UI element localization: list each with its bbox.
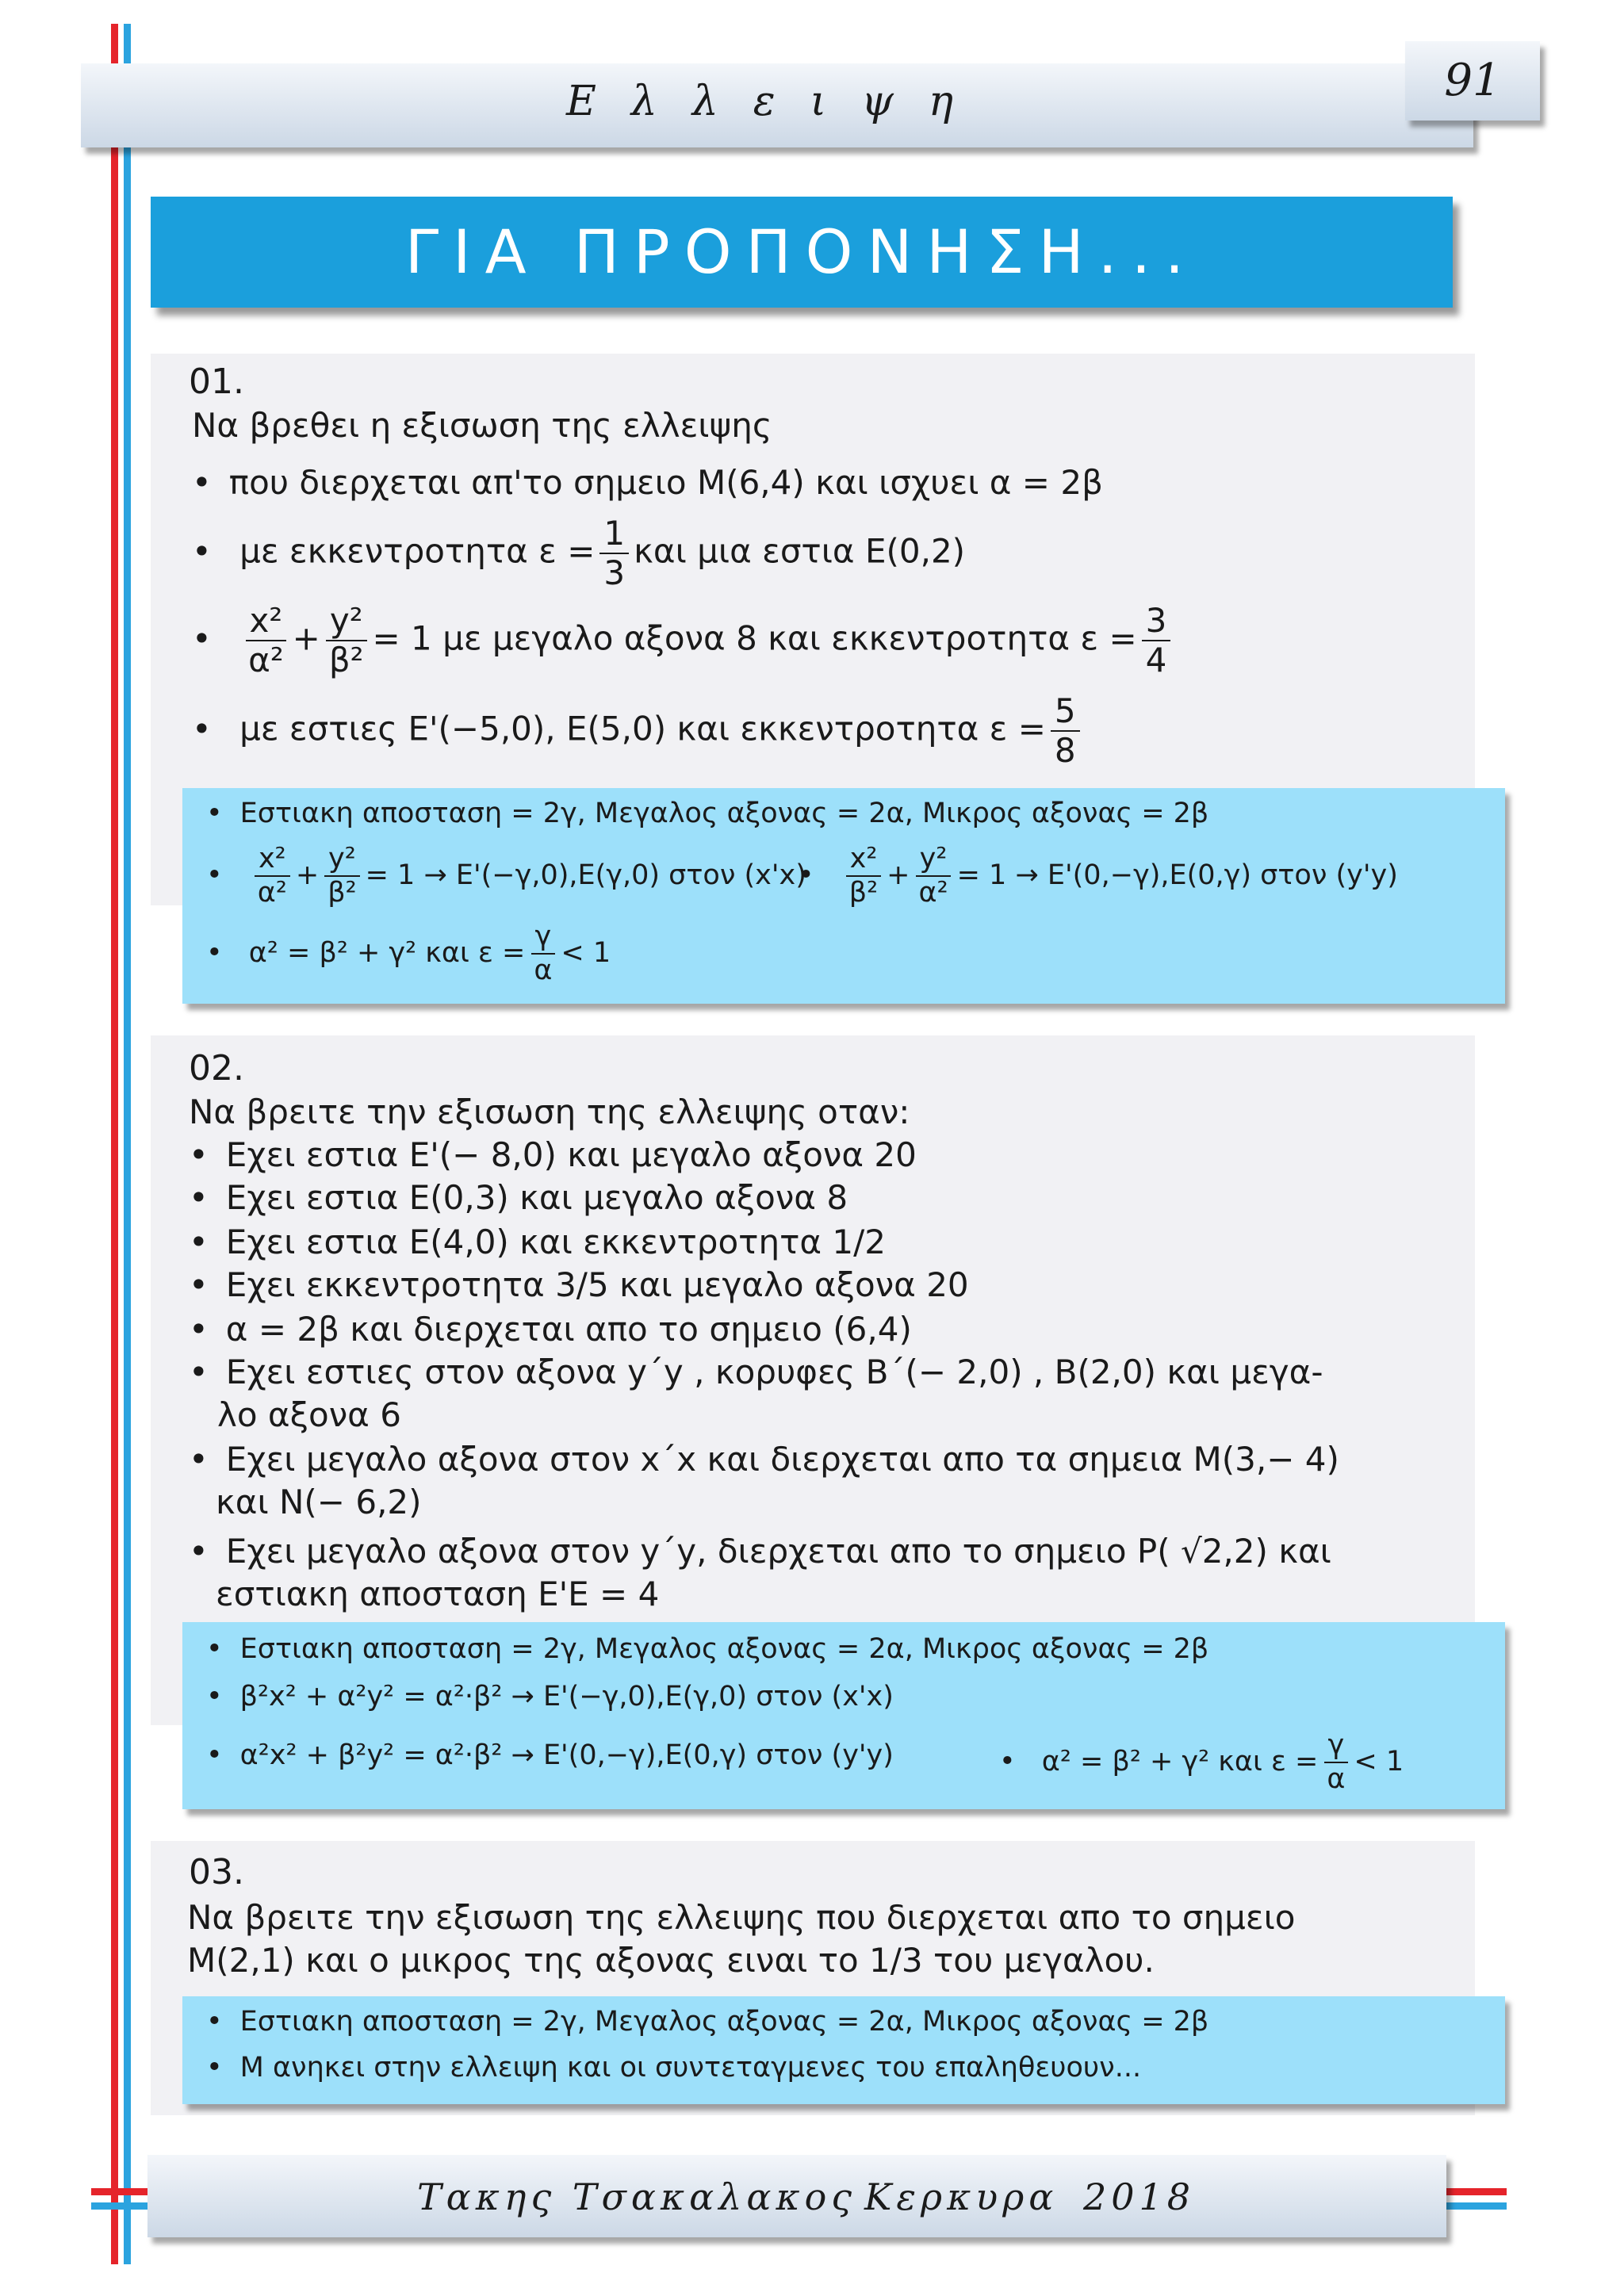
list-item: • Εχει εστια Ε(4,0) και εκκεντροτητα 1/2 xyxy=(189,1223,886,1261)
list-item: • $\frac{\text{x²}}{\text{α²}}$ + $\frac{\text{y²}}{\text{β²}}$ = 1 με μεγαλο αξονα 8 και εκκεντροτητα ε = $\frac{3}{4}$ xyxy=(192,604,1175,677)
fraction: $\frac{\text{y²}}{\text{β²}}$ xyxy=(325,604,368,677)
list-item: • που διερχεται απ'το σημειο Μ(6,4) και ισχυει α = 2β xyxy=(192,463,1103,502)
hint-line: • Εστιακη αποσταση = 2γ, Μεγαλος αξονας = 2α, Μικρος αξονας = 2β xyxy=(206,1633,1208,1665)
footer-author: Τακης Τσακαλακος xyxy=(417,2175,857,2218)
exercise-intro: Να βρεθει η εξισωση της ελλειψης xyxy=(192,406,772,445)
chapter-title: Ελλειψη xyxy=(565,78,989,125)
list-item: • α = 2β και διερχεται απο το σημειο (6,4) xyxy=(189,1310,912,1349)
hint-line: • $\frac{\text{x²}}{\text{β²}}$ + $\frac{\text{y²}}{\text{α²}}$ = 1 → Ε'(0,−γ),Ε(0,γ) στον (y'y) xyxy=(798,845,1398,907)
hint-line: • α² = β² + γ² και ε = $\frac{\gamma}{\alpha}$ < 1 xyxy=(999,1732,1404,1793)
exercise-number: 03. xyxy=(189,1852,244,1892)
left-blue-rule xyxy=(124,24,131,2264)
list-item: • Εχει εστια Ε'(− 8,0) και μεγαλο αξονα 20 xyxy=(189,1135,917,1174)
exercise-text: Μ(2,1) και ο μικρος της αξονας ειναι το 1/3 του μεγαλου. xyxy=(187,1941,1155,1980)
footer-year: 2018 xyxy=(1083,2175,1196,2218)
hint-line: • Εστιακη αποσταση = 2γ, Μεγαλος αξονας = 2α, Μικρος αξονας = 2β xyxy=(206,798,1208,829)
footer-place: Κερκυρα xyxy=(864,2175,1059,2218)
exercise-number: 02. xyxy=(189,1048,244,1089)
hint-line: • $\frac{\text{x²}}{\text{α²}}$ + $\frac{\text{y²}}{\text{β²}}$ = 1 → Ε'(−γ,0),Ε(γ,0) στον (x'x) xyxy=(206,845,806,907)
hint-box-2 xyxy=(182,1622,1505,1809)
footer-red-rule-right xyxy=(1442,2188,1507,2195)
list-item: • Εχει μεγαλο αξονα στον x΄x και διερχεται απο τα σημεια Μ(3,− 4) xyxy=(189,1440,1339,1479)
list-item-continuation: λο αξονα 6 xyxy=(217,1395,401,1434)
page-number: 91 xyxy=(1405,41,1540,121)
fraction: $\frac{3}{4}$ xyxy=(1142,604,1171,677)
header-bar xyxy=(81,63,1473,147)
fraction: $\frac{1}{3}$ xyxy=(599,517,629,590)
list-item-continuation: εστιακη αποσταση Ε'Ε = 4 xyxy=(216,1575,660,1613)
footer-bar xyxy=(147,2155,1446,2237)
list-item: • με εκκεντροτητα ε = $\frac{1}{3}$ και μια εστια Ε(0,2) xyxy=(192,517,965,590)
hint-line: • α²x² + β²y² = α²·β² → Ε'(0,−γ),Ε(0,γ) στον (y'y) xyxy=(206,1739,894,1771)
hint-line: • α² = β² + γ² και ε = $\frac{\gamma}{\alpha}$ < 1 xyxy=(206,923,611,985)
fraction: $\frac{5}{8}$ xyxy=(1051,695,1080,767)
hint-line: • Μ ανηκει στην ελλειψη και οι συντεταγμενες του επαληθευουν... xyxy=(206,2052,1141,2084)
section-banner: ΓΙΑ ΠΡΟΠΟΝΗΣΗ... xyxy=(151,197,1453,308)
list-item-continuation: και Ν(− 6,2) xyxy=(216,1483,422,1521)
exercise-intro: Να βρειτε την εξισωση της ελλειψης οταν: xyxy=(189,1093,910,1131)
hint-box-3 xyxy=(182,1996,1505,2104)
list-item: • Εχει εστια Ε(0,3) και μεγαλο αξονα 8 xyxy=(189,1178,848,1217)
fraction: • $\frac{\text{x²}}{\text{α²}}$ xyxy=(244,604,288,677)
list-item: • Εχει μεγαλο αξονα στον y΄y, διερχεται απο το σημειο Ρ( √2,2) και xyxy=(189,1532,1331,1571)
exercise-text: Να βρειτε την εξισωση της ελλειψης που διερχεται απο το σημειο xyxy=(187,1898,1296,1937)
footer-blue-rule-right xyxy=(1442,2202,1507,2210)
list-item: • με εστιες Ε'(−5,0), Ε(5,0) και εκκεντροτητα ε = $\frac{5}{8}$ xyxy=(192,695,1085,767)
list-item: • Εχει εστιες στον αξονα y΄y , κορυφες Β΄(− 2,0) , Β(2,0) και μεγα- xyxy=(189,1353,1323,1391)
hint-line: • β²x² + α²y² = α²·β² → Ε'(−γ,0),Ε(γ,0) στον (x'x) xyxy=(206,1681,894,1712)
left-red-rule xyxy=(111,24,118,2264)
exercise-number: 01. xyxy=(189,362,244,402)
hint-line: • Εστιακη αποσταση = 2γ, Μεγαλος αξονας = 2α, Μικρος αξονας = 2β xyxy=(206,2006,1208,2038)
hint-box-1 xyxy=(182,788,1505,1004)
list-item: • Εχει εκκεντροτητα 3/5 και μεγαλο αξονα 20 xyxy=(189,1265,969,1304)
